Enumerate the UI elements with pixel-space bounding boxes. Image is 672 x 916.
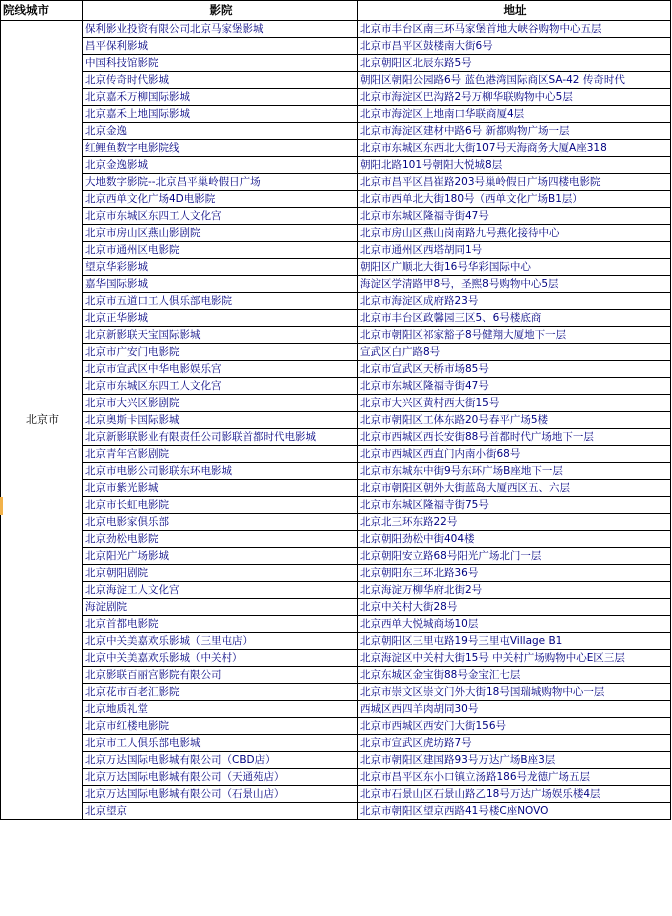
cinema-name-cell: 北京海淀工人文化宫 [83, 582, 358, 599]
cinema-name-cell: 中国科技馆影院 [83, 55, 358, 72]
table-row [1, 208, 671, 225]
table-row [1, 599, 671, 616]
table-row [1, 378, 671, 395]
cinema-name-cell: 北京市房山区燕山影剧院 [83, 225, 358, 242]
table-row [1, 106, 671, 123]
address-cell: 北京市朝阳区祁家豁子8号健翔大厦地下一层 [358, 327, 671, 344]
address-cell: 北京市大兴区黄村西大街15号 [358, 395, 671, 412]
cinema-name-cell: 北京朝阳剧院 [83, 565, 358, 582]
address-cell: 北京市朝阳区建国路93号万达广场B座3层 [358, 752, 671, 769]
cinema-name-cell: 北京新影联天宝国际影城 [83, 327, 358, 344]
cinema-name-cell: 北京劲松电影院 [83, 531, 358, 548]
table-row [1, 191, 671, 208]
table-row [1, 582, 671, 599]
address-cell: 北京市西单北大街180号（西单文化广场B1层） [358, 191, 671, 208]
cinema-name-cell: 北京正华影城 [83, 310, 358, 327]
table-row [1, 123, 671, 140]
table-row [1, 497, 671, 514]
address-cell: 海淀区学清路甲8号，圣熙8号购物中心5层 [358, 276, 671, 293]
cinema-name-cell: 北京市通州区电影院 [83, 242, 358, 259]
cinema-name-cell: 北京新影联影业有限责任公司影联首都时代电影城 [83, 429, 358, 446]
table-row [1, 650, 671, 667]
address-cell: 北京市东城区东西北大街107号天海商务大厦A座318 [358, 140, 671, 157]
table-row [1, 786, 671, 803]
table-row [1, 718, 671, 735]
cinema-name-cell: 大地数字影院--北京昌平巢岭假日广场 [83, 174, 358, 191]
address-cell: 北京西单大悦城商场10层 [358, 616, 671, 633]
address-cell: 北京朝阳安立路68号阳光广场北门一层 [358, 548, 671, 565]
cinema-name-cell: 北京市东城区东四工人文化宫 [83, 208, 358, 225]
table-row [1, 633, 671, 650]
table-row [1, 310, 671, 327]
address-cell: 北京市东城东中街9号东环广场B座地下一层 [358, 463, 671, 480]
cinema-name-cell: 北京市大兴区影剧院 [83, 395, 358, 412]
city-cell: 北京市 [1, 21, 83, 820]
cinema-name-cell: 北京万达国际电影城有限公司（天通苑店） [83, 769, 358, 786]
address-cell: 朝阳区朝阳公园路6号 蓝色港湾国际商区SA-42 传奇时代 [358, 72, 671, 89]
table-row [1, 735, 671, 752]
cinema-name-cell: 北京中关美嘉欢乐影城（中关村） [83, 650, 358, 667]
table-row [1, 72, 671, 89]
table-row [1, 157, 671, 174]
table-row [1, 429, 671, 446]
cinema-name-cell: 北京传奇时代影城 [83, 72, 358, 89]
header-cinema: 影院 [83, 1, 358, 21]
address-cell: 北京朝阳区北辰东路5号 [358, 55, 671, 72]
address-cell: 北京中关村大街28号 [358, 599, 671, 616]
cinema-name-cell: 北京市工人俱乐部电影城 [83, 735, 358, 752]
table-row [1, 395, 671, 412]
address-cell: 北京市房山区燕山岗南路九号燕化接待中心 [358, 225, 671, 242]
cinema-name-cell: 北京市广安门电影院 [83, 344, 358, 361]
cinema-name-cell: 海淀剧院 [83, 599, 358, 616]
address-cell: 北京海淀万柳华府北街2号 [358, 582, 671, 599]
address-cell: 北京北三环东路22号 [358, 514, 671, 531]
table-row [1, 412, 671, 429]
address-cell: 北京市丰台区政馨园三区5、6号楼底商 [358, 310, 671, 327]
table-row [1, 225, 671, 242]
address-cell: 北京市通州区西塔胡同1号 [358, 242, 671, 259]
address-cell: 北京海淀区中关村大街15号 中关村广场购物中心E区三层 [358, 650, 671, 667]
table-row [1, 89, 671, 106]
address-cell: 北京市朝阳区朝外大街蓝岛大厦西区五、六层 [358, 480, 671, 497]
cinema-name-cell: 北京影联百丽宫影院有限公司 [83, 667, 358, 684]
cinema-name-cell: 北京花市百老汇影院 [83, 684, 358, 701]
table-row [1, 616, 671, 633]
table-row [1, 140, 671, 157]
address-cell: 北京市西城区西安门大街156号 [358, 718, 671, 735]
cinema-name-cell: 北京地质礼堂 [83, 701, 358, 718]
address-cell: 朝阳北路101号朝阳大悦城8层 [358, 157, 671, 174]
table-row [1, 548, 671, 565]
address-cell: 北京市西城区西长安街88号首都时代广场地下一层 [358, 429, 671, 446]
address-cell: 北京市崇文区崇文门外大街18号国瑞城购物中心一层 [358, 684, 671, 701]
address-cell: 北京市海淀区上地南口华联商厦4层 [358, 106, 671, 123]
address-cell: 北京市东城区隆福寺街47号 [358, 378, 671, 395]
address-cell: 北京朝阳劲松中街404楼 [358, 531, 671, 548]
table-row [1, 55, 671, 72]
cinema-name-cell: 北京阳光广场影城 [83, 548, 358, 565]
table-row [1, 174, 671, 191]
address-cell: 北京市丰台区南三环马家堡首地大峡谷购物中心五层 [358, 21, 671, 38]
cinema-name-cell: 嘉华国际影城 [83, 276, 358, 293]
table-row [1, 361, 671, 378]
table-row [1, 38, 671, 55]
cinema-name-cell: 北京电影家俱乐部 [83, 514, 358, 531]
table-row [1, 752, 671, 769]
cinema-name-cell: 北京金逸影城 [83, 157, 358, 174]
table-row [1, 463, 671, 480]
address-cell: 北京市石景山区石景山路乙18号万达广场娱乐楼4层 [358, 786, 671, 803]
cinema-name-cell: 北京市紫光影城 [83, 480, 358, 497]
header-address: 地址 [358, 1, 671, 21]
address-cell: 北京市朝阳区望京西路41号楼C座NOVO [358, 803, 671, 820]
address-cell: 北京朝阳区三里屯路19号三里屯Village B1 [358, 633, 671, 650]
address-cell: 宣武区白广路8号 [358, 344, 671, 361]
table-row [1, 769, 671, 786]
cinema-name-cell: 北京市五道口工人俱乐部电影院 [83, 293, 358, 310]
row-marker [0, 497, 3, 515]
address-cell: 北京市昌平区昌崔路203号巢岭假日广场四楼电影院 [358, 174, 671, 191]
cinema-name-cell: 北京奥斯卡国际影城 [83, 412, 358, 429]
table-row [1, 701, 671, 718]
cinema-name-cell: 北京西单文化广场4D电影院 [83, 191, 358, 208]
address-cell: 北京东城区金宝街88号金宝汇七层 [358, 667, 671, 684]
table-row [1, 344, 671, 361]
address-cell: 北京市昌平区东小口镇立汤路186号龙德广场五层 [358, 769, 671, 786]
cinema-name-cell: 北京市宣武区中华电影娱乐宫 [83, 361, 358, 378]
cinema-name-cell: 北京中关美嘉欢乐影城（三里屯店） [83, 633, 358, 650]
header-row [1, 1, 671, 21]
address-cell: 北京市海淀区巴沟路2号万柳华联购物中心5层 [358, 89, 671, 106]
table-body [1, 21, 671, 820]
address-cell: 北京市宣武区虎坊路7号 [358, 735, 671, 752]
table-row [1, 242, 671, 259]
address-cell: 朝阳区广顺北大街16号华彩国际中心 [358, 259, 671, 276]
cinema-name-cell: 北京市红楼电影院 [83, 718, 358, 735]
table-row [1, 803, 671, 820]
table-row [1, 667, 671, 684]
cinema-name-cell: 北京市东城区东四工人文化宫 [83, 378, 358, 395]
address-cell: 北京市宣武区天桥市场85号 [358, 361, 671, 378]
cinema-name-cell: 保利影业投资有限公司北京马家堡影城 [83, 21, 358, 38]
address-cell: 北京市昌平区鼓楼南大街6号 [358, 38, 671, 55]
table-row [1, 684, 671, 701]
table-row [1, 21, 671, 38]
cinema-name-cell: 红鲤鱼数字电影院线 [83, 140, 358, 157]
address-cell: 北京市朝阳区工体东路20号春平广场5楼 [358, 412, 671, 429]
table-row [1, 259, 671, 276]
cinema-name-cell: 昌平保利影城 [83, 38, 358, 55]
table-row [1, 531, 671, 548]
table-row [1, 514, 671, 531]
table-row [1, 293, 671, 310]
cinema-name-cell: 北京嘉禾上地国际影城 [83, 106, 358, 123]
cinema-name-cell: 北京市电影公司影联东环电影城 [83, 463, 358, 480]
address-cell: 北京市西城区西直门内南小街68号 [358, 446, 671, 463]
address-cell: 北京市海淀区成府路23号 [358, 293, 671, 310]
address-cell: 北京市海淀区建材中路6号 新都购物广场一层 [358, 123, 671, 140]
address-cell: 北京朝阳东三环北路36号 [358, 565, 671, 582]
cinema-name-cell: 北京青年宫影剧院 [83, 446, 358, 463]
address-cell: 北京市东城区隆福寺街75号 [358, 497, 671, 514]
cinema-name-cell: 北京万达国际电影城有限公司（石景山店） [83, 786, 358, 803]
cinema-name-cell: 北京金逸 [83, 123, 358, 140]
address-cell: 西城区西四羊肉胡同30号 [358, 701, 671, 718]
cinema-name-cell: 北京嘉禾万柳国际影城 [83, 89, 358, 106]
table-row [1, 276, 671, 293]
cinema-name-cell: 北京市长虹电影院 [83, 497, 358, 514]
cinema-name-cell: 北京望京 [83, 803, 358, 820]
table-row [1, 565, 671, 582]
cinema-name-cell: 北京万达国际电影城有限公司（CBD店） [83, 752, 358, 769]
table-row [1, 327, 671, 344]
table-row [1, 446, 671, 463]
address-cell: 北京市东城区隆福寺街47号 [358, 208, 671, 225]
header-city: 院线城市 [1, 1, 83, 21]
cinema-name-cell: 望京华彩影城 [83, 259, 358, 276]
table-row [1, 480, 671, 497]
cinema-name-cell: 北京首都电影院 [83, 616, 358, 633]
